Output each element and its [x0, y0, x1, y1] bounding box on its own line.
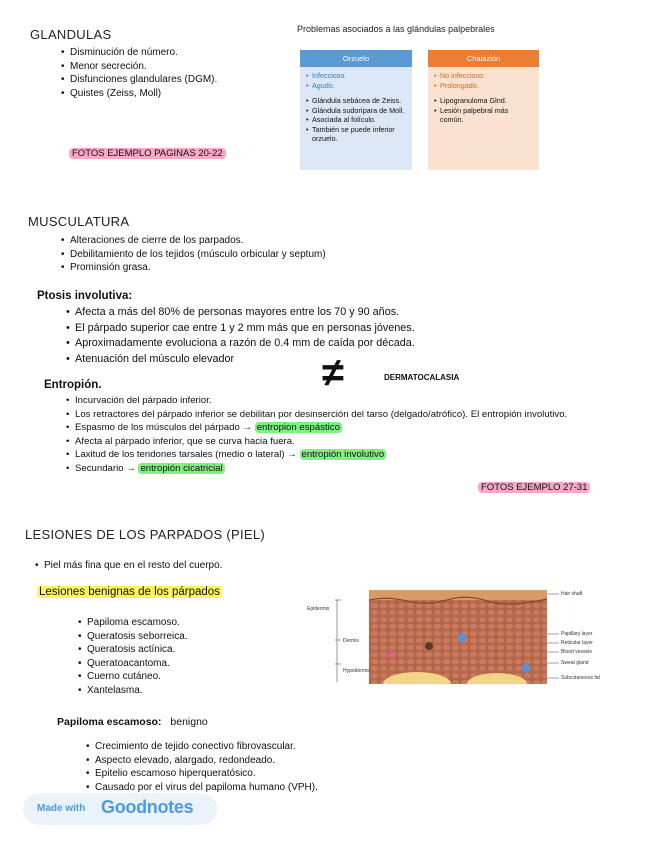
list-item: • Agudo. [306, 81, 406, 91]
list-item: • Crecimiento de tejido conectivo fibrovascular. [86, 740, 318, 754]
chalazion-box [428, 50, 539, 170]
chalazion-header: Chalazión [428, 50, 539, 67]
glandulas-list [61, 46, 217, 100]
list-item: • Quistes (Zeiss, Moll) [61, 87, 217, 101]
list-item: • Menor secreción. [61, 60, 217, 74]
highlight-text: entropión involutivo [301, 449, 385, 461]
orzuelo-header: Orzuelo [300, 50, 412, 67]
list-item: • Queratosis actínica. [78, 643, 188, 657]
list-item: • También se puede inferior orzuelo. [306, 125, 406, 144]
list-item: • Glándula sebácea de Zeiss. [306, 96, 406, 106]
not-equal-icon: ≠ [322, 351, 344, 395]
papiloma-heading [57, 716, 208, 728]
skin-label-right: Hair shaft [561, 591, 583, 597]
list-item: • Prominsión grasa. [61, 261, 326, 275]
list-item-text: Laxitud de los tendones tarsales (medio o lateral) [75, 449, 288, 461]
list-item: • Debilitamiento de los tejidos (músculo orbicular y septum) [61, 248, 326, 262]
dermatocalasia-label: DERMATOCALASIA [384, 373, 460, 382]
made-with-text: Made with [37, 803, 86, 814]
papiloma-subtitle: benigno [170, 716, 208, 728]
highlight-text: entropion espástico [256, 422, 340, 434]
list-item: • Prolongado. [434, 81, 533, 91]
skin-label-right: Reticular layer [561, 640, 593, 646]
list-item: • Aproximadamente evoluciona a razón de 0.4 mm de caída por década. [66, 336, 415, 352]
list-item: • Epitelio escamoso hiperqueratósico. [86, 767, 318, 781]
list-item: • Asociada al folículo. [306, 115, 406, 125]
list-item: • Afecta a más del 80% de personas mayores entre los 70 y 90 años. [66, 305, 415, 321]
highlight-text: entropión cicatricial [140, 462, 223, 474]
list-item-text: Secundario [75, 462, 127, 474]
list-item: • Queratosis seborreica. [78, 630, 188, 644]
list-item: • Los retractores del párpado inferior se debilitan por desinserción del tarso (delgado/atrófico). El entropión involutivo. [66, 408, 596, 422]
papiloma-list [86, 740, 318, 794]
goodnotes-logo: Goodnotes [101, 797, 194, 817]
benignas-title-text: Lesiones benignas de los párpados [39, 586, 220, 598]
photo-reference-glandulas [69, 147, 226, 161]
benignas-title [37, 586, 222, 598]
list-item: • Incurvación del párpado inferior. [66, 394, 596, 408]
list-item: • Cuerno cutáneo. [78, 670, 188, 684]
entropion-title: Entropión. [44, 379, 102, 391]
list-item: • Disfunciones glandulares (DGM). [61, 73, 217, 87]
musculatura-list [61, 234, 326, 275]
arrow-icon: → [242, 422, 253, 434]
list-item: • No infeccioso. [434, 71, 533, 81]
ptosis-list [66, 305, 415, 367]
problemas-title: Problemas asociados a las glándulas palpebrales [297, 24, 495, 34]
section-title-lesiones: LESIONES DE LOS PARPADOS (PIEL) [25, 527, 265, 542]
orzuelo-box [300, 50, 412, 170]
list-item: • Infeccioso. [306, 71, 406, 81]
arrow-icon: → [126, 462, 136, 474]
list-item: • Causado por el virus del papiloma humano (VPH). [86, 781, 318, 795]
list-item: • Alteraciones de cierre de los parpados. [61, 234, 326, 248]
list-item: • Papiloma escamoso. [78, 616, 188, 630]
list-item: • Atenuación del músculo elevador [66, 352, 415, 368]
skin-label-left: Hypodermis [343, 668, 370, 674]
photo-reference-text: FOTOS EJEMPLO PAGINAS 20-22 [69, 148, 226, 159]
photo-reference-text: FOTOS EJEMPLO 27-31 [478, 482, 590, 493]
list-item [66, 462, 596, 476]
list-item: • Xantelasma. [78, 684, 188, 698]
skin-label-left: Epidermis [307, 606, 330, 612]
lesiones-intro-list [35, 559, 222, 573]
skin-label-right: Subcutaneous fat [561, 675, 600, 681]
list-item: • Piel más fina que en el resto del cuerpo. [35, 559, 222, 573]
list-item: • Disminución de número. [61, 46, 217, 60]
list-item [66, 448, 596, 462]
section-title-glandulas: GLANDULAS [30, 27, 112, 42]
list-item: • Glándula sudorípara de Moll. [306, 106, 406, 116]
skin-diagram [307, 588, 627, 684]
section-title-musculatura: MUSCULATURA [28, 214, 130, 229]
skin-label-left: Dermis [343, 638, 359, 644]
skin-label-right: Blood vessels [561, 649, 592, 655]
list-item: • Queratoacantoma. [78, 657, 188, 671]
list-item: • Lipogranuloma Glnd. [434, 96, 533, 106]
photo-reference-entropion [478, 482, 590, 493]
arrow-icon: → [287, 449, 297, 461]
entropion-list [66, 394, 596, 476]
benignas-list [78, 616, 188, 697]
list-item: • Lesión palpebral más común. [434, 106, 533, 125]
goodnotes-badge[interactable] [23, 793, 217, 825]
ptosis-title: Ptosis involutiva: [37, 290, 133, 302]
skin-label-right: Papillary layer [561, 631, 593, 637]
list-item-text: Espasmo de los músculos del párpado [75, 422, 243, 434]
skin-label-right: Sweat gland [561, 660, 589, 666]
list-item: • El párpado superior cae entre 1 y 2 mm más que en personas jóvenes. [66, 321, 415, 337]
papiloma-title: Papiloma escamoso: [57, 716, 162, 728]
list-item: • Afecta al párpado inferior, que se curva hacia fuera. [66, 435, 596, 449]
list-item [66, 421, 596, 435]
list-item: • Aspecto elevado, alargado, redondeado. [86, 754, 318, 768]
